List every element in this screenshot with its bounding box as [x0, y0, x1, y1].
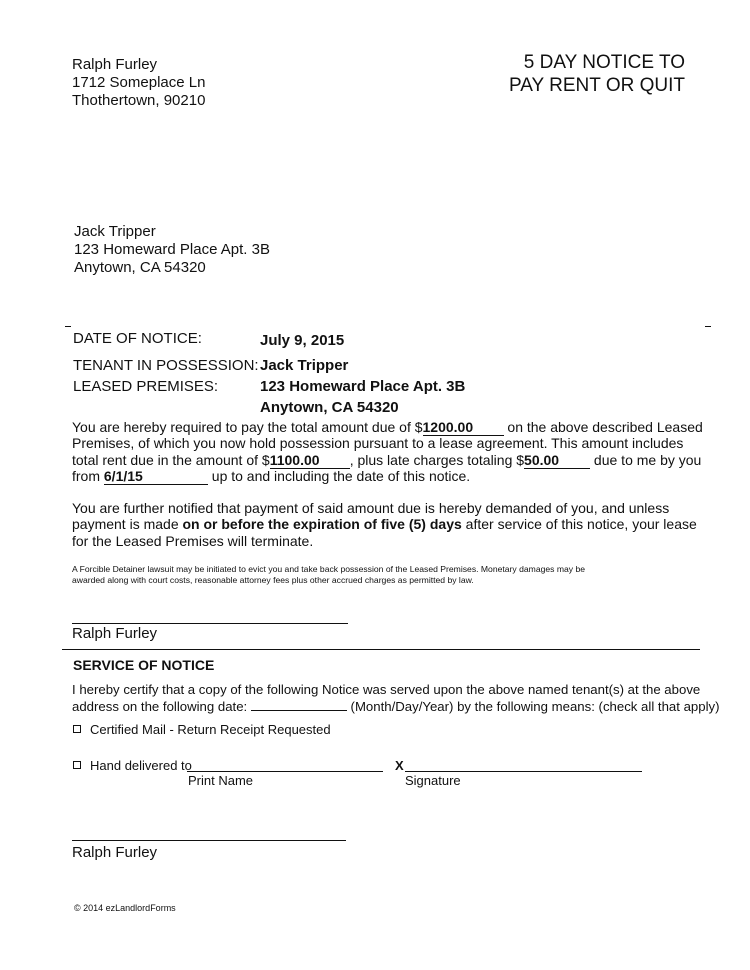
service-signature-line[interactable]	[405, 771, 642, 772]
demand-line-1: You are further notified that payment of said amount due is hereby demanded of you, and unless	[72, 500, 670, 516]
option-certified-mail	[73, 722, 331, 738]
date-value: July 9, 2015	[260, 332, 345, 349]
premises-label: LEASED PREMISES:	[73, 378, 219, 395]
payment-line-3: total rent due in the amount of $1100.00 , plus late charges totaling $50.00 due to me by you	[72, 452, 702, 468]
recipient-street: 123 Homeward Place Apt. 3B	[74, 241, 270, 258]
certified-mail-checkbox[interactable]	[73, 725, 81, 733]
rent-due-field: 1100.00	[270, 453, 350, 469]
sender-name: Ralph Furley	[72, 56, 158, 73]
print-name-caption: Print Name	[188, 773, 254, 788]
fine-print-line-1: A Forcible Detainer lawsuit may be initiated to evict you and take back possession of the Leased Premises. Monetary damages may be	[72, 564, 586, 574]
service-line-1: I hereby certify that a copy of the following Notice was served upon the above named tenant(s) at the above	[72, 682, 701, 697]
service-line-2: address on the following date: (Month/Day/Year) by the following means: (check all that apply)	[72, 699, 720, 714]
sender-street: 1712 Someplace Ln	[72, 74, 206, 91]
sender-city: Thothertown, 90210	[72, 92, 206, 109]
copyright: © 2014 ezLandlordForms	[74, 903, 176, 913]
payment-line-1: You are hereby required to pay the total amount due of $1200.00 on the above described Leased	[72, 419, 703, 435]
signature-line-2	[72, 840, 346, 841]
signature-name-1: Ralph Furley	[72, 625, 158, 642]
fine-print-line-2: awarded along with court costs, reasonable attorney fees plus other accrued charges as permitted by law.	[72, 575, 474, 585]
total-due-field: 1200.00	[423, 420, 504, 436]
demand-deadline: on or before the expiration of five (5) days	[182, 516, 462, 532]
from-date-field: 6/1/15	[104, 469, 208, 485]
notice-title-line2: PAY RENT OR QUIT	[509, 75, 685, 96]
demand-line-3: for the Leased Premises will terminate.	[72, 533, 314, 549]
premises-line1: 123 Homeward Place Apt. 3B	[260, 378, 466, 395]
payment-line-2: Premises, of which you now hold possession pursuant to a lease agreement. This amount includes	[72, 435, 684, 451]
x-mark: X	[395, 758, 404, 773]
recipient-name: Jack Tripper	[74, 223, 156, 240]
hand-delivered-label: Hand delivered to	[90, 758, 192, 773]
section-divider	[62, 649, 700, 650]
hand-delivered-checkbox[interactable]	[73, 761, 81, 769]
certified-mail-label: Certified Mail - Return Receipt Requested	[90, 722, 331, 737]
service-date-blank[interactable]	[251, 697, 347, 711]
late-charges-field: 50.00	[524, 453, 590, 469]
tenant-label: TENANT IN POSSESSION:	[73, 357, 259, 374]
premises-line2: Anytown, CA 54320	[260, 399, 399, 416]
option-hand-delivered	[73, 758, 192, 774]
recipient-city: Anytown, CA 54320	[74, 259, 206, 276]
notice-title-line1: 5 DAY NOTICE TO	[523, 52, 685, 73]
tenant-value: Jack Tripper	[260, 357, 349, 374]
signature-caption: Signature	[405, 773, 461, 788]
print-name-line[interactable]	[187, 771, 383, 772]
signature-name-2: Ralph Furley	[72, 844, 158, 861]
signature-line-1	[72, 623, 348, 624]
service-heading: SERVICE OF NOTICE	[73, 657, 215, 673]
margin-tick-left	[65, 326, 71, 327]
margin-tick-right	[705, 326, 711, 327]
date-label: DATE OF NOTICE:	[73, 330, 202, 347]
demand-line-2: payment is made on or before the expiration of five (5) days after service of this notice, your lease	[72, 516, 697, 532]
payment-line-4: from 6/1/15 up to and including the date of this notice.	[72, 468, 471, 484]
